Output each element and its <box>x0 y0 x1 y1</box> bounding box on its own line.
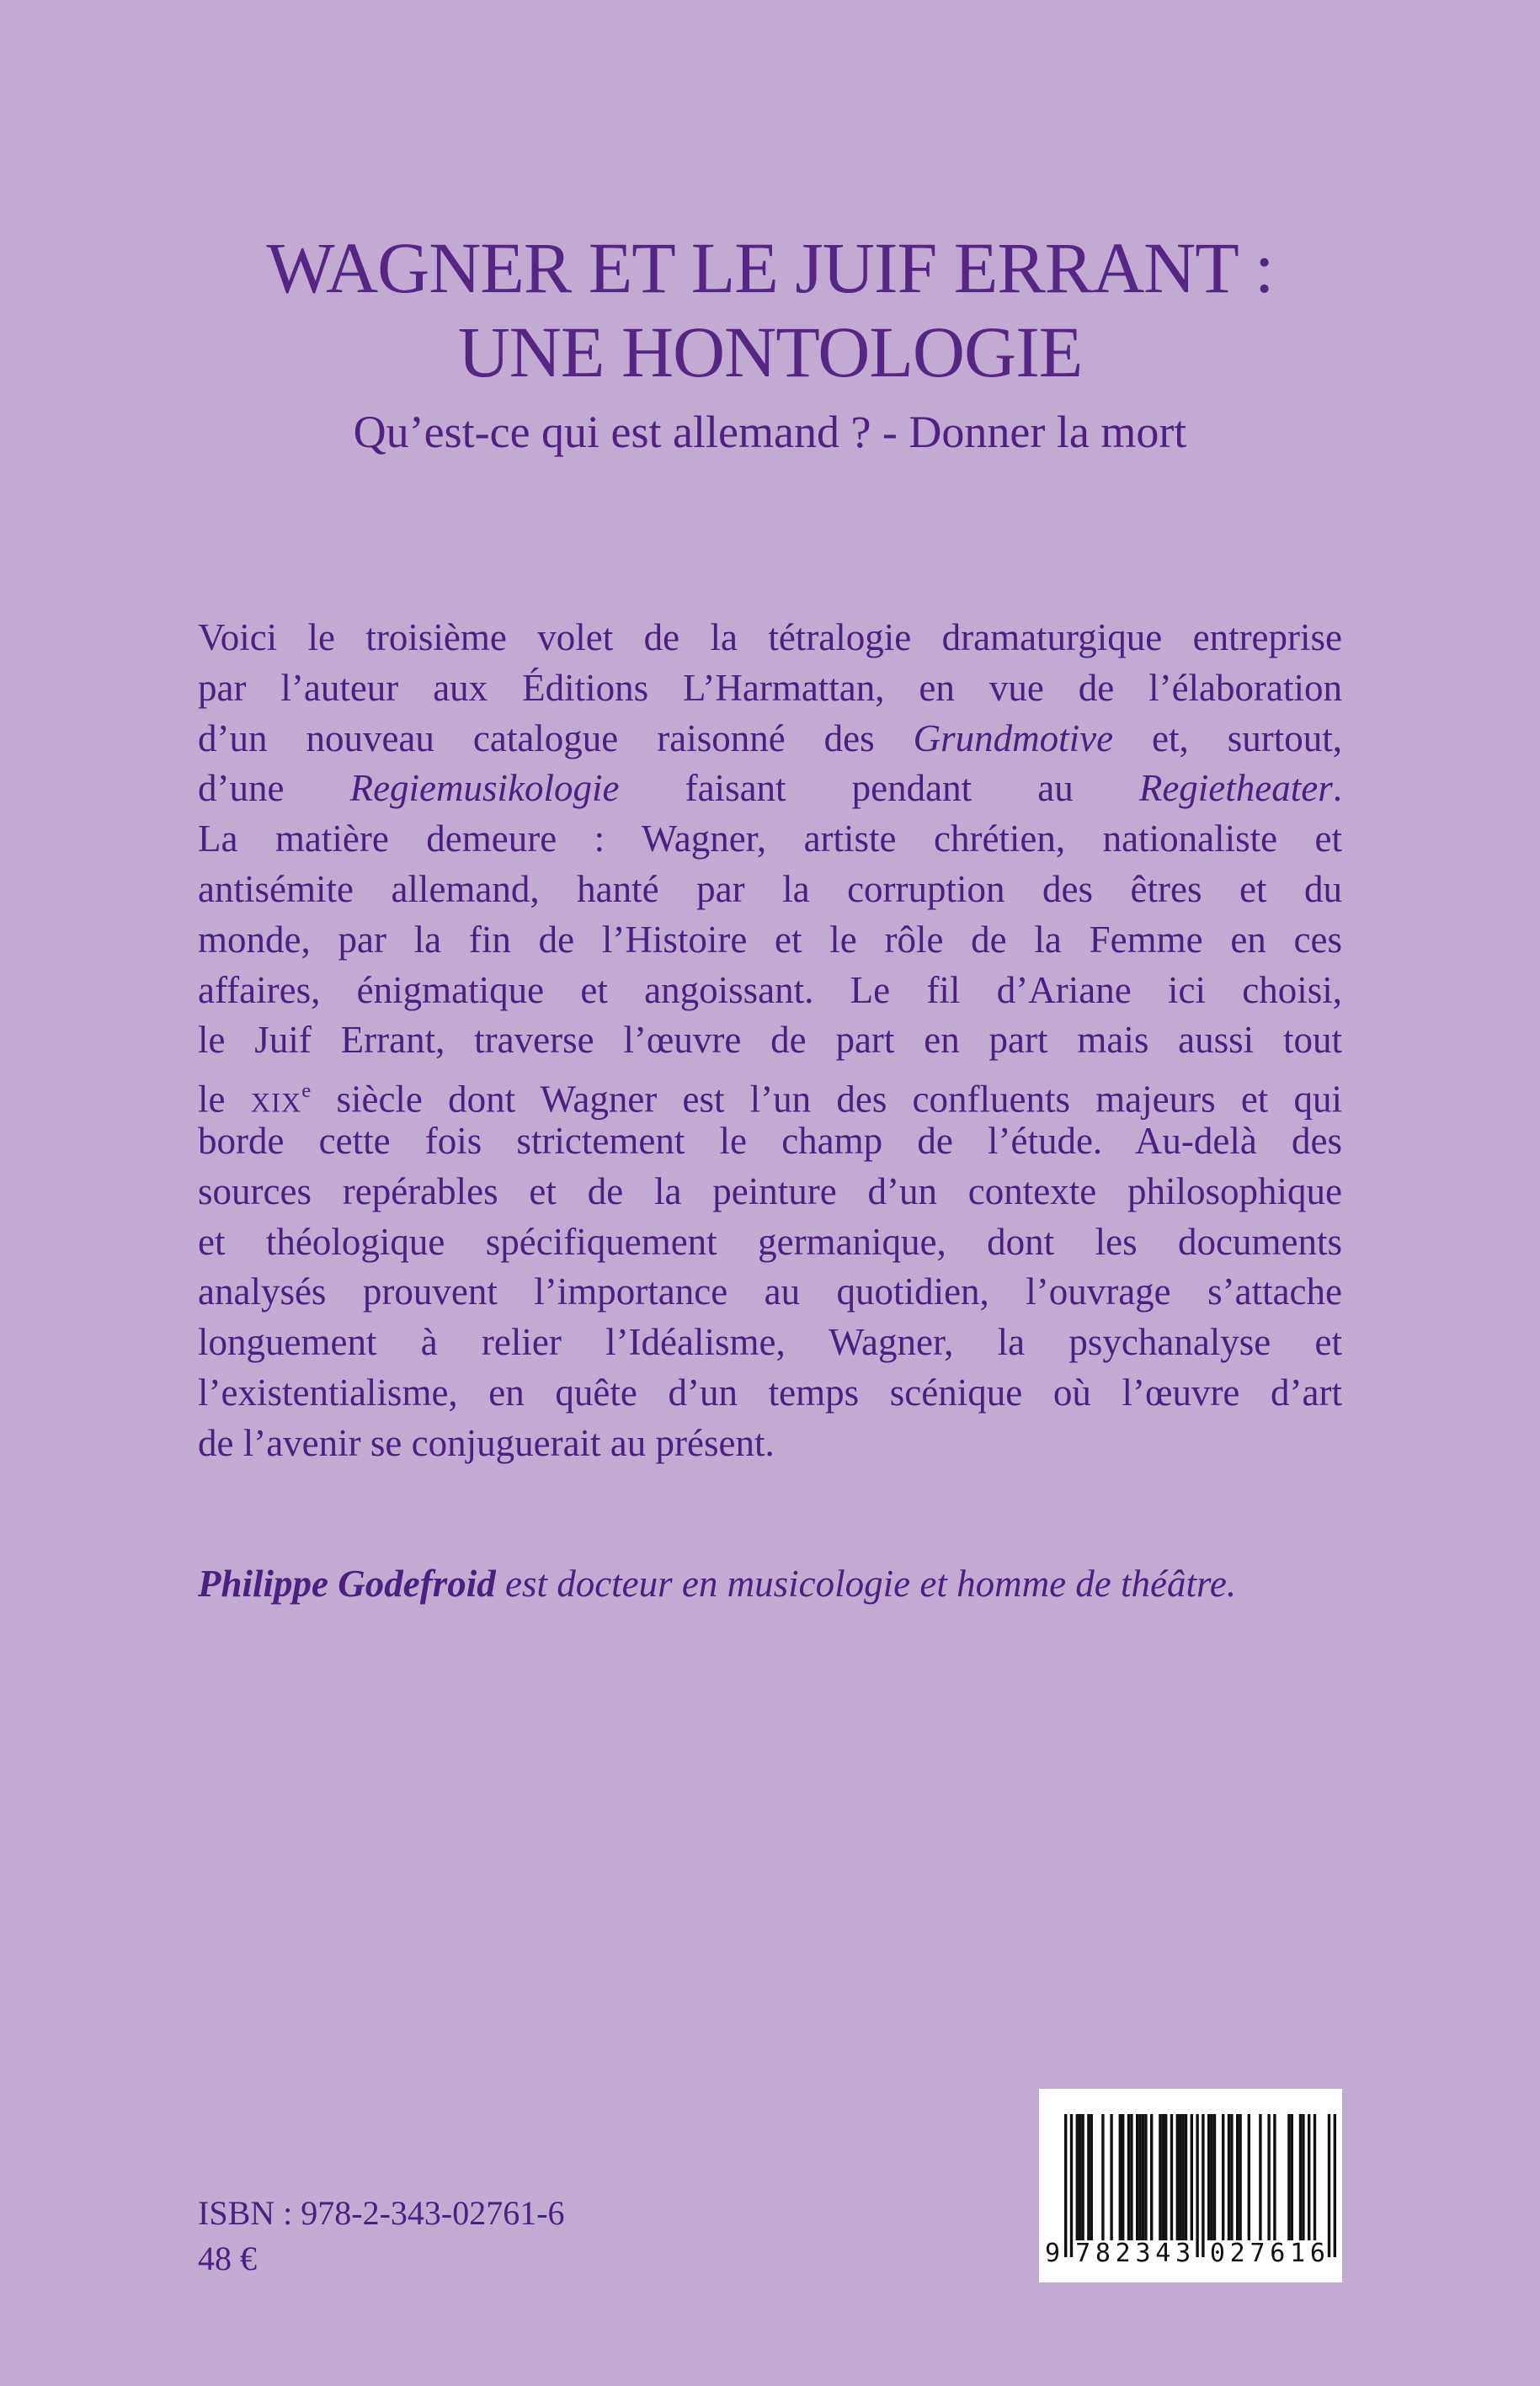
blurb-text: analysés prouvent l’importance au quotidien, l’ouvrage s’attache <box>198 1270 1342 1313</box>
blurb-line <box>198 1167 1342 1217</box>
barcode-bar <box>1228 2114 1230 2240</box>
blurb-paragraph <box>198 613 1342 1469</box>
barcode-bar <box>1150 2114 1153 2240</box>
barcode-bar <box>1267 2114 1270 2240</box>
barcode-digit: 3 <box>1135 2239 1151 2268</box>
author-bio: est docteur en musicologie et homme de théâtre. <box>495 1563 1237 1605</box>
barcode-bar <box>1222 2114 1224 2240</box>
blurb-line <box>198 1419 1342 1469</box>
isbn-text: ISBN : 978-2-343-02761-6 <box>198 2194 565 2232</box>
blurb-text: borde cette fois strictement le champ de l’étude. Au-delà des <box>198 1119 1342 1162</box>
blurb-text: . <box>1332 767 1342 810</box>
barcode-bar <box>1081 2114 1084 2240</box>
italic-term: Grundmotive <box>913 716 1114 759</box>
barcode-digit: 2 <box>1115 2239 1131 2268</box>
barcode-bar <box>1122 2114 1124 2240</box>
barcode-bar <box>1259 2114 1261 2240</box>
blurb-text: longuement à relier l’Idéalisme, Wagner, la psychanalyse et <box>198 1321 1342 1364</box>
barcode-bar <box>1087 2114 1090 2240</box>
barcode-digit: 7 <box>1250 2239 1266 2268</box>
barcode-bar <box>1079 2114 1081 2240</box>
blurb-text: Voici le troisième volet de la tétralogie dramaturgique entreprise <box>198 616 1342 658</box>
blurb-text: e <box>301 1079 312 1103</box>
barcode-bar <box>1308 2114 1310 2240</box>
barcode-bar <box>1127 2114 1130 2240</box>
barcode-bar <box>1076 2114 1079 2240</box>
blurb-text: d’une <box>198 767 350 810</box>
blurb-line <box>198 1066 1343 1121</box>
barcode-bar <box>1273 2114 1276 2240</box>
barcode-bar <box>1191 2114 1193 2240</box>
blurb-text: affaires, énigmatique et angoissant. Le fil d’Ariane ici choisi, <box>198 968 1342 1011</box>
barcode-bar <box>1299 2114 1302 2240</box>
price-text: 48 € <box>198 2240 257 2277</box>
blurb-text: sources repérables et de la peinture d’un contexte philosophique <box>198 1169 1342 1212</box>
barcode-bar <box>1179 2114 1181 2240</box>
barcode-bar <box>1164 2114 1167 2240</box>
blurb-text: monde, par la fin de l’Histoire et le rôle de la Femme en ces <box>198 918 1342 961</box>
blurb-text: siècle dont Wagner est l’un des confluents majeurs et qui <box>311 1078 1343 1121</box>
barcode-digit: 9 <box>1044 2239 1061 2268</box>
barcode-bar <box>1239 2114 1241 2240</box>
blurb-text: le <box>198 1078 251 1121</box>
blurb-text: XIX <box>250 1088 302 1119</box>
blurb-line <box>198 814 1342 865</box>
blurb-line <box>198 1015 1342 1066</box>
barcode-bar <box>1176 2114 1179 2240</box>
blurb-text: d’un nouveau catalogue raisonné des <box>198 716 914 759</box>
author-note <box>198 1562 1236 1606</box>
barcode-bar <box>1142 2114 1144 2240</box>
barcode-digit: 0 <box>1209 2239 1225 2268</box>
barcode-bar <box>1210 2114 1212 2240</box>
blurb-line <box>198 613 1342 663</box>
barcode-bar <box>1314 2114 1316 2240</box>
barcode-digit: 6 <box>1309 2239 1325 2268</box>
barcode-bar <box>1185 2114 1187 2240</box>
blurb-line <box>198 1217 1342 1268</box>
blurb-line <box>198 764 1342 814</box>
italic-term: Regiemusikologie <box>349 767 620 810</box>
barcode-digit: 3 <box>1175 2239 1191 2268</box>
blurb-line <box>198 1267 1342 1318</box>
barcode-bar <box>1230 2114 1233 2240</box>
blurb-line <box>198 663 1342 714</box>
barcode-bar <box>1110 2114 1112 2240</box>
blurb-line <box>198 1116 1342 1167</box>
blurb-line <box>198 714 1342 764</box>
blurb-text: et, surtout, <box>1113 716 1342 759</box>
barcode-bar <box>1334 2114 1336 2257</box>
blurb-line <box>198 865 1342 915</box>
barcode-bar <box>1101 2114 1104 2240</box>
barcode-bar <box>1181 2114 1184 2240</box>
blurb-line <box>198 1318 1342 1368</box>
barcode-bar <box>1090 2114 1093 2240</box>
barcode-bar <box>1070 2114 1073 2257</box>
barcode-bar <box>1170 2114 1173 2240</box>
barcode-graphic <box>1039 2089 1342 2282</box>
blurb-line <box>198 1368 1342 1419</box>
barcode-digit: 8 <box>1095 2239 1111 2268</box>
barcode-bar <box>1328 2114 1330 2257</box>
barcode-bar <box>1162 2114 1164 2240</box>
barcode-digit: 6 <box>1270 2239 1286 2268</box>
barcode-bar <box>1302 2114 1304 2240</box>
barcode-bar <box>1119 2114 1122 2240</box>
title-line-1: WAGNER ET LE JUIF ERRANT : <box>266 227 1274 308</box>
title-line-2: UNE HONTOLOGIE <box>457 312 1083 392</box>
blurb-line <box>198 966 1342 1016</box>
barcode-bar <box>1064 2114 1067 2257</box>
blurb-line <box>198 915 1342 966</box>
barcode-bar <box>1196 2114 1198 2257</box>
barcode-digit: 7 <box>1075 2239 1091 2268</box>
barcode-digit: 4 <box>1155 2239 1171 2268</box>
barcode-bar <box>1202 2114 1204 2257</box>
barcode-bar <box>1136 2114 1138 2240</box>
blurb-text: par l’auteur aux Éditions L’Harmattan, en vue de l’élaboration <box>198 666 1342 709</box>
barcode-bar <box>1236 2114 1239 2240</box>
barcode <box>1039 2089 1342 2282</box>
barcode-bar <box>1248 2114 1250 2240</box>
barcode-bar <box>1130 2114 1132 2240</box>
barcode-bar <box>1207 2114 1210 2240</box>
barcode-bar <box>1144 2114 1147 2240</box>
barcode-bar <box>1287 2114 1290 2240</box>
author-name: Philippe Godefroid <box>198 1563 496 1605</box>
italic-term: Regietheater <box>1138 767 1333 810</box>
barcode-digit: 2 <box>1229 2239 1245 2268</box>
barcode-bar <box>1213 2114 1216 2240</box>
blurb-text: le Juif Errant, traverse l’œuvre de part en part mais aussi tout <box>198 1019 1342 1062</box>
blurb-text: l’existentialisme, en quête d’un temps scénique où l’œuvre d’art <box>198 1371 1342 1414</box>
blurb-text: antisémite allemand, hanté par la corruption des êtres et du <box>198 867 1342 910</box>
blurb-text: de l’avenir se conjuguerait au présent. <box>198 1421 775 1464</box>
blurb-text: faisant pendant au <box>619 767 1139 810</box>
barcode-digit: 1 <box>1290 2239 1306 2268</box>
subtitle: Qu’est-ce qui est allemand ? - Donner la mort <box>353 407 1187 457</box>
blurb-text: et théologique spécifiquement germanique, dont les documents <box>198 1220 1342 1263</box>
barcode-bar <box>1138 2114 1141 2240</box>
blurb-text: La matière demeure : Wagner, artiste chrétien, nationaliste et <box>198 818 1342 860</box>
barcode-bar <box>1291 2114 1293 2240</box>
barcode-bar <box>1159 2114 1161 2240</box>
